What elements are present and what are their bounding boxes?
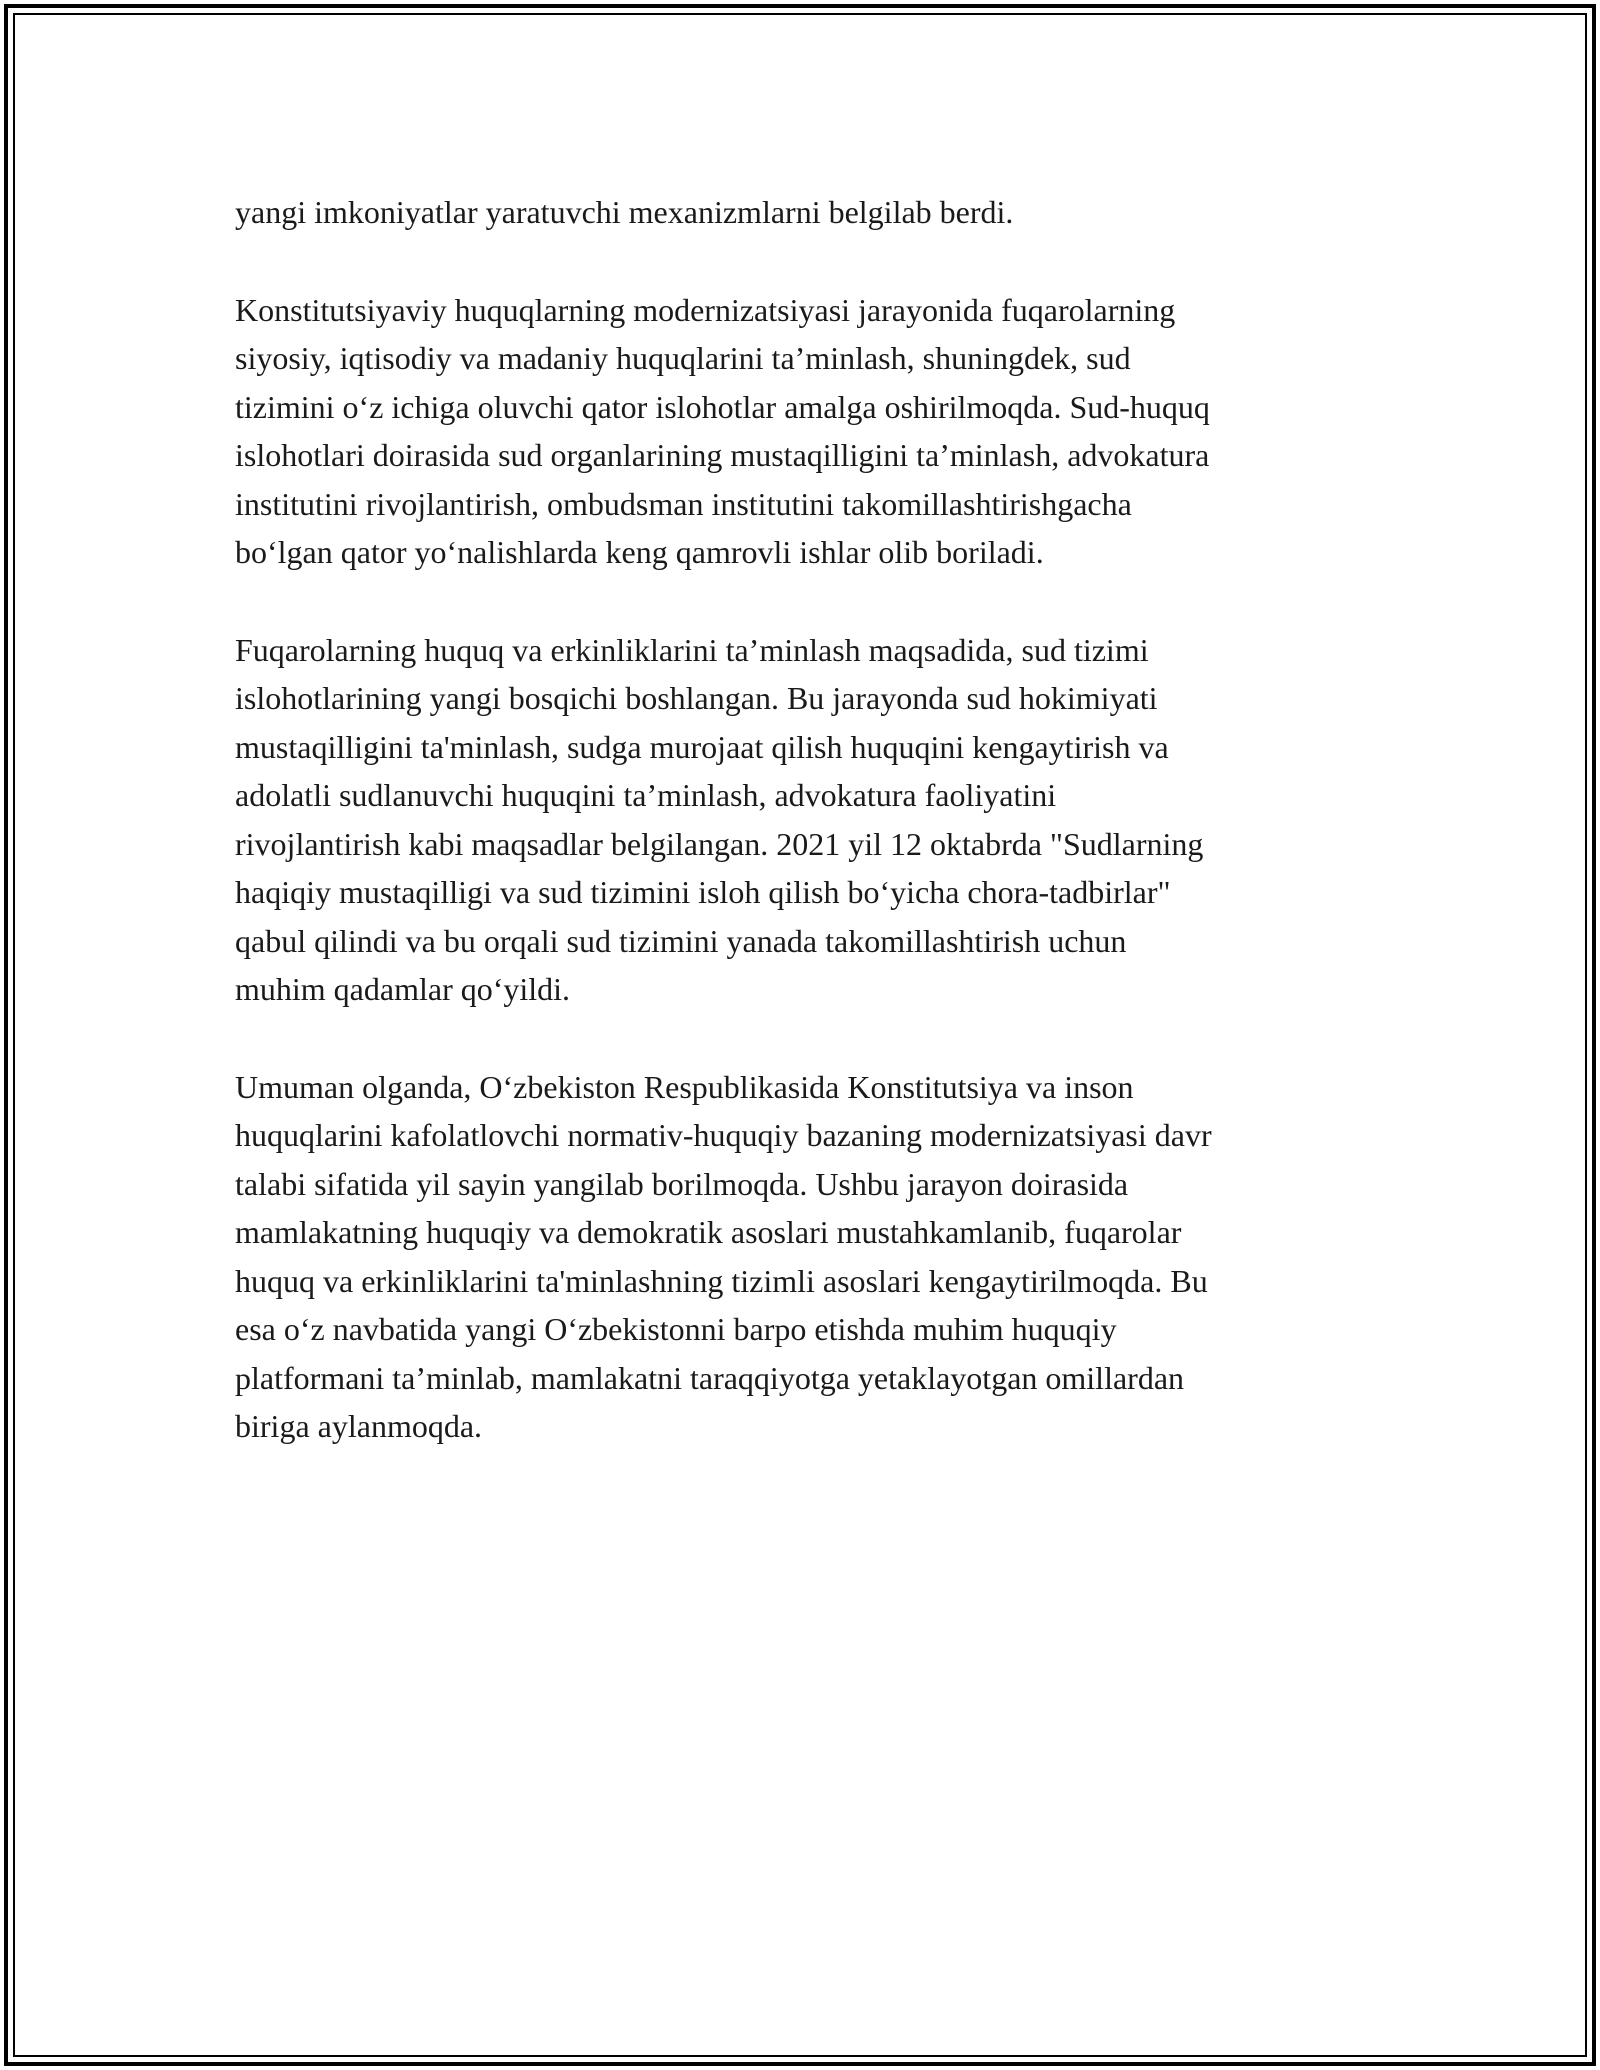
text-line: Umuman olganda, O‘zbekiston Respublikasida Konstitutsiya va inson (235, 1068, 1134, 1105)
text-line: tizimini o‘z ichiga oluvchi qator islohotlar amalga oshirilmoqda. Sud-huquq (235, 388, 1210, 425)
text-line: haqiqiy mustaqilligi va sud tizimini isloh qilish bo‘yicha chora-tadbirlar" (235, 874, 1171, 910)
text-line: esa o‘z navbatida yangi O‘zbekistonni barpo etishda muhim huquqiy (235, 1311, 1117, 1347)
text-line: huquq va erkinliklarini ta'minlashning tizimli asoslari kengaytirilmoqda. Bu (235, 1262, 1208, 1299)
paragraph-4 (235, 1063, 1375, 1451)
text-line: mustaqilligini ta'minlash, sudga murojaat qilish huquqini kengaytirish va (235, 728, 1169, 765)
text-line: platformani ta’minlab, mamlakatni taraqqiyotga yetaklayotgan omillardan (235, 1359, 1185, 1396)
text-line: qabul qilindi va bu orqali sud tizimini yanada takomillashtirish uchun (235, 922, 1127, 959)
text-line: institutini rivojlantirish, ombudsman institutini takomillashtirishgacha (235, 485, 1132, 522)
text-line: yangi imkoniyatlar yaratuvchi mexanizmlarni belgilab berdi. (235, 194, 1014, 230)
text-line: adolatli sudlanuvchi huquqini ta’minlash, advokatura faoliyatini (235, 777, 1057, 813)
text-line: talabi sifatida yil sayin yangilab borilmoqda. Ushbu jarayon doirasida (235, 1165, 1129, 1202)
paragraph-1 (235, 188, 1375, 237)
text-line: huquqlarini kafolatlovchi normativ-huquqiy bazaning modernizatsiyasi davr (235, 1117, 1212, 1153)
text-line: Konstitutsiyaviy huquqlarning modernizatsiyasi jarayonida fuqarolarning (235, 291, 1176, 328)
text-line: biriga aylanmoqda. (235, 1408, 483, 1444)
text-line: islohotlarining yangi bosqichi boshlangan. Bu jarayonda sud hokimiyati (235, 680, 1158, 716)
paragraph-3 (235, 626, 1375, 1014)
text-line: muhim qadamlar qo‘yildi. (235, 971, 571, 1007)
text-line: rivojlantirish kabi maqsadlar belgilangan. 2021 yil 12 oktabrda "Sudlarning (235, 825, 1204, 862)
text-line: islohotlari doirasida sud organlarining mustaqilligini ta’minlash, advokatura (235, 437, 1210, 473)
text-line: bo‘lgan qator yo‘nalishlarda keng qamrovli ishlar olib boriladi. (235, 534, 1044, 570)
text-line: siyosiy, iqtisodiy va madaniy huquqlarini ta’minlash, shuningdek, sud (235, 340, 1131, 376)
document-body (235, 188, 1375, 1500)
text-line: Fuqarolarning huquq va erkinliklarini ta’minlash maqsadida, sud tizimi (235, 631, 1149, 668)
text-line: mamlakatning huquqiy va demokratik asoslari mustahkamlanib, fuqarolar (235, 1214, 1182, 1250)
paragraph-2 (235, 286, 1375, 577)
